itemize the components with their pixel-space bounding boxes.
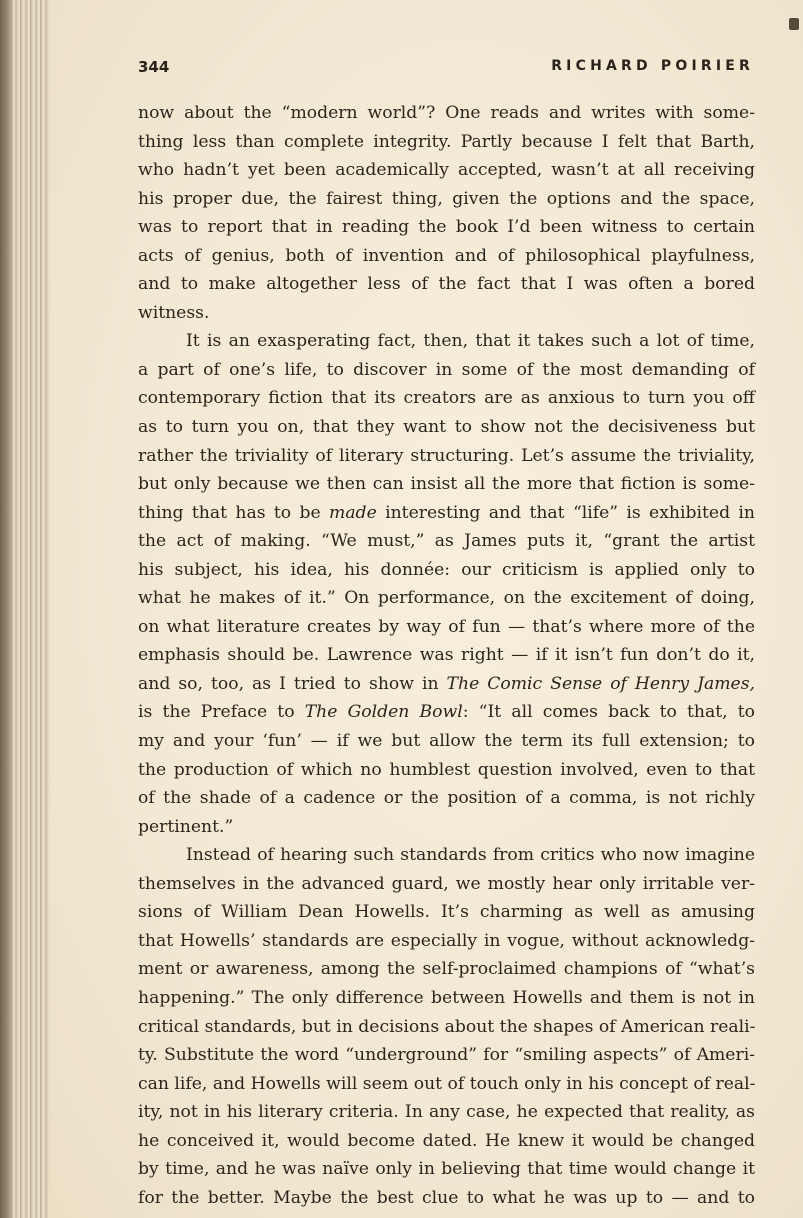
- text-line: [138, 1041, 755, 1070]
- text-segment: is the Preface to: [138, 702, 305, 723]
- text-segment: was to report that in reading the book I’d been witness to certain: [138, 217, 755, 238]
- text-segment: as to turn you on, that they want to show not the decisiveness but: [138, 417, 755, 438]
- text-segment: pertinent.”: [138, 816, 234, 837]
- text-line: [138, 984, 755, 1013]
- text-segment: what he makes of it.” On performance, on the excitement of doing,: [138, 588, 755, 609]
- text-segment: ty. Substitute the word “underground” for “smiling aspects” of Ameri-: [138, 1045, 755, 1066]
- text-segment: can life, and Howells will seem out of touch only in his concept of real-: [138, 1073, 756, 1094]
- text-segment: that Howells’ standards are especially in vogue, without acknowledg-: [138, 930, 755, 951]
- text-line: [138, 698, 755, 727]
- text-line: [138, 670, 755, 699]
- page-number: 344: [138, 58, 170, 76]
- text-segment: but only because we then can insist all the more that fiction is some-: [138, 474, 755, 495]
- text-line: [138, 1013, 755, 1042]
- text-line: [138, 527, 755, 556]
- text-segment: contemporary fiction that its creators are as anxious to turn you off: [138, 388, 755, 409]
- text-segment: Instead of hearing such standards from critics who now imagine: [186, 845, 755, 866]
- text-segment: ity, not in his literary criteria. In any case, he expected that reality, as: [138, 1102, 755, 1123]
- text-line: [138, 1098, 755, 1127]
- text-line: [138, 128, 755, 157]
- text-segment: emphasis should be. Lawrence was right — if it isn’t fun don’t do it,: [138, 645, 755, 666]
- text-segment: the production of which no humblest question involved, even to that: [138, 759, 755, 780]
- text-line: [138, 299, 755, 328]
- text-line: [138, 327, 755, 356]
- text-line: [138, 870, 755, 899]
- text-line: [138, 270, 755, 299]
- text-line: [138, 156, 755, 185]
- text-segment: sions of William Dean Howells. It’s charming as well as amusing: [138, 902, 755, 923]
- text-line: [138, 384, 755, 413]
- text-segment: happening.” The only difference between Howells and them is not in: [138, 987, 755, 1008]
- text-segment: and to make altogether less of the fact that I was often a bored: [138, 274, 755, 295]
- text-segment: rather the triviality of literary structuring. Let’s assume the triviality,: [138, 445, 755, 466]
- page-header: [138, 58, 754, 80]
- text-segment: witness.: [138, 302, 210, 323]
- text-line: [138, 242, 755, 271]
- text-segment: a part of one’s life, to discover in some of the most demanding of: [138, 359, 755, 380]
- text-line: [138, 1127, 755, 1156]
- text-line: [138, 727, 755, 756]
- text-segment: of the shade of a cadence or the position of a comma, is not richly: [138, 788, 755, 809]
- text-segment: critical standards, but in decisions about the shapes of American reali-: [138, 1016, 756, 1037]
- text-segment: It is an exasperating fact, then, that it takes such a lot of time,: [186, 331, 755, 352]
- text-line: [138, 756, 755, 785]
- italic-title: The Comic Sense of Henry James,: [446, 673, 755, 694]
- text-segment: : “It all comes back to that, to: [462, 702, 755, 723]
- text-segment: my and your ‘fun’ — if we but allow the term its full extension; to: [138, 731, 755, 752]
- running-head: RICHARD POIRIER: [551, 58, 754, 74]
- text-segment: now about the “modern world”? One reads and writes with some-: [138, 103, 755, 123]
- italic-title: made: [329, 502, 377, 523]
- text-segment: by time, and he was naïve only in believing that time would change it: [138, 1159, 755, 1180]
- text-segment: on what literature creates by way of fun — that’s where more of the: [138, 616, 755, 637]
- text-line: [138, 499, 755, 528]
- text-segment: his subject, his idea, his donnée: our criticism is applied only to: [138, 559, 755, 580]
- text-line: [138, 470, 755, 499]
- text-line: [138, 99, 755, 128]
- text-line: [138, 413, 755, 442]
- text-segment: thing less than complete integrity. Partly because I felt that Barth,: [138, 131, 755, 152]
- text-segment: who hadn’t yet been academically accepted, wasn’t at all receiving: [138, 160, 755, 181]
- text-segment: thing that has to be: [138, 502, 330, 523]
- text-line: [138, 927, 755, 956]
- text-line: [138, 442, 755, 471]
- text-segment: his proper due, the fairest thing, given the options and the space,: [138, 188, 755, 209]
- text-segment: acts of genius, both of invention and of philosophical playfulness,: [138, 245, 755, 266]
- text-segment: themselves in the advanced guard, we mostly hear only irritable ver-: [138, 873, 755, 894]
- text-line: [138, 185, 755, 214]
- text-segment: ment or awareness, among the self-proclaimed champions of “what’s: [138, 959, 755, 980]
- text-segment: and so, too, as I tried to show in: [138, 673, 447, 694]
- text-line: [138, 356, 755, 385]
- text-line: [138, 1155, 755, 1184]
- italic-title: The Golden Bowl: [304, 702, 463, 723]
- text-segment: interesting and that “life” is exhibited in: [376, 502, 755, 523]
- text-line: [138, 898, 755, 927]
- text-line: [138, 613, 755, 642]
- text-line: [138, 213, 755, 242]
- text-segment: for the better. Maybe the best clue to what he was up to — and to: [138, 1187, 755, 1208]
- text-line: [138, 784, 755, 813]
- book-binding-gutter: [0, 0, 50, 1218]
- text-line: [138, 1184, 755, 1213]
- text-line: [138, 955, 755, 984]
- text-line: [138, 556, 755, 585]
- text-line: [138, 641, 755, 670]
- text-line: [138, 841, 755, 870]
- text-line: [138, 1070, 755, 1099]
- page-corner-mark: [789, 18, 799, 30]
- body-text: [138, 99, 755, 1212]
- text-segment: he conceived it, would become dated. He knew it would be changed: [138, 1130, 755, 1151]
- text-line: [138, 813, 755, 842]
- text-segment: the act of making. “We must,” as James puts it, “grant the artist: [138, 531, 755, 552]
- text-line: [138, 584, 755, 613]
